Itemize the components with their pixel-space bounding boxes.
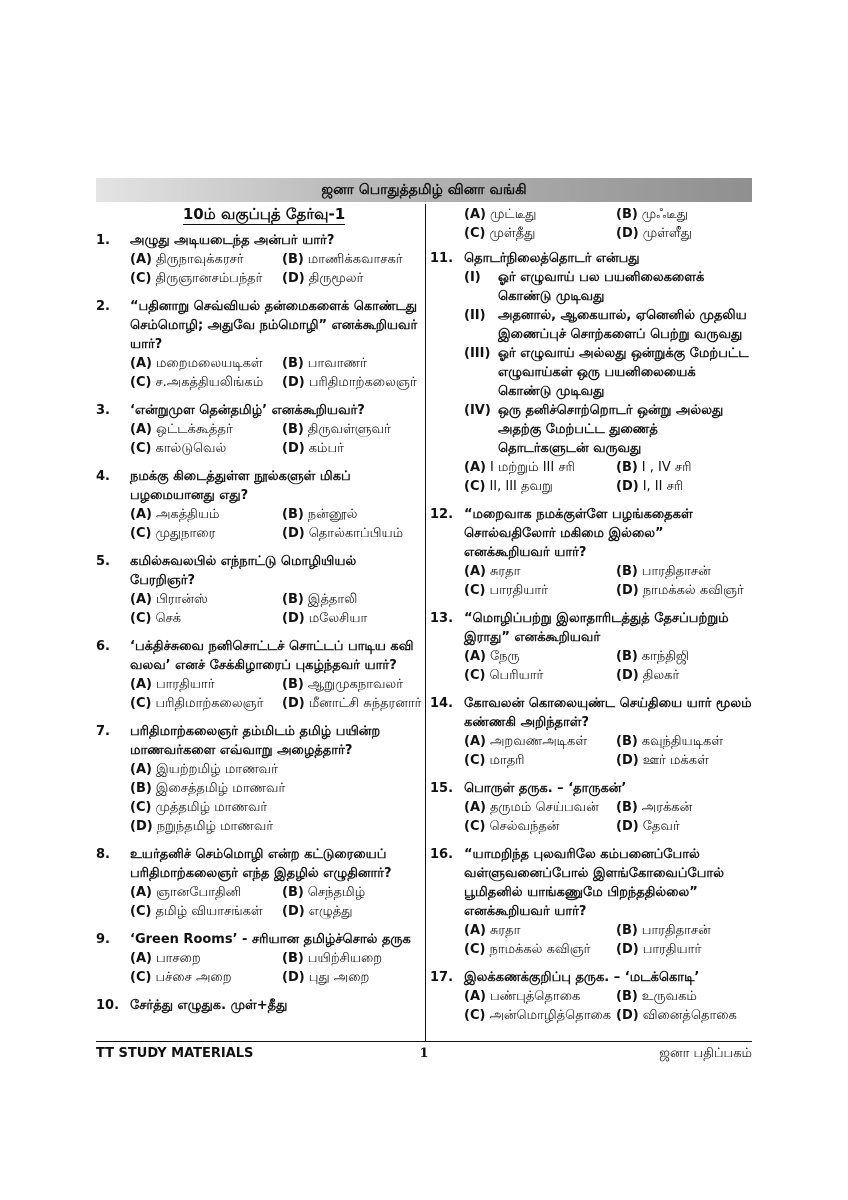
option-letter: (C) <box>130 611 152 626</box>
question-number: 6. <box>96 639 110 654</box>
question-number: 7. <box>96 724 110 739</box>
option-text: பெரியார் <box>489 668 544 683</box>
question-text: “பதினாறு செவ்வியல் தன்மைகளைக் கொண்டது செம்மொழி; அதுவே நம்மொழி” எனக்கூறியவர் யார்? <box>130 299 418 352</box>
option-text: அரக்கன் <box>641 800 693 815</box>
option-text: உருவகம் <box>641 989 697 1004</box>
answer-option <box>282 250 422 269</box>
option-text: நாமக்கல் கவிஞர் <box>489 942 591 957</box>
option-letter: (A) <box>464 460 486 475</box>
question-number: 13. <box>430 611 454 626</box>
option-text: நாமக்கல் கவிஞர் <box>642 583 744 598</box>
option-text: மாதரி <box>489 753 525 768</box>
option-letter: (B) <box>130 781 152 796</box>
question-text: தொடர்நிலைத்தொடர் என்பது <box>464 251 640 266</box>
option-text: காந்திஜி <box>641 649 690 664</box>
option-letter: (A) <box>130 252 152 267</box>
option-text: பாரதிதாசன் <box>641 923 711 938</box>
option-letter: (C) <box>130 441 152 456</box>
option-letter: (D) <box>282 696 305 711</box>
option-letter: (D) <box>282 904 305 919</box>
answer-option <box>616 647 752 666</box>
option-letter: (B) <box>616 460 638 475</box>
question-item <box>96 297 422 392</box>
option-text: பச்சை அறை <box>155 970 232 985</box>
question-number: 2. <box>96 299 110 314</box>
question-text: ‘என்றுமுள தென்தமிழ்’ எனக்கூறியவர்? <box>130 403 365 418</box>
answer-option <box>464 647 616 666</box>
answer-options <box>464 798 752 836</box>
statement-number: (II) <box>464 308 486 323</box>
option-text: இத்தாலி <box>307 592 358 607</box>
option-text: வினைத்தொகை <box>642 1008 737 1023</box>
answer-option <box>130 590 282 609</box>
statement-text: ஒரு தனிச்சொற்றொடர் ஒன்று அல்லது அதற்கு மேற்பட்ட துணைத் தொடர்களுடன் வருவது <box>498 403 724 456</box>
question-text: “மொழிப்பற்று இலாதாரிடத்துத் தேசப்பற்றும் இராது” எனக்கூறியவர் <box>464 611 729 645</box>
option-text: திருவள்ளுவர் <box>307 422 391 437</box>
statement-number: (I) <box>464 270 481 285</box>
option-text: மாணிக்கவாசகர் <box>307 252 403 267</box>
answer-option <box>130 439 282 458</box>
answer-option <box>130 798 422 817</box>
option-letter: (B) <box>282 252 304 267</box>
answer-option <box>130 269 282 288</box>
option-letter: (B) <box>282 592 304 607</box>
answer-options <box>464 732 752 770</box>
option-text: ஆறுமுகநாவலர் <box>307 677 404 692</box>
question-number: 5. <box>96 554 110 569</box>
option-letter: (B) <box>282 356 304 371</box>
question-item <box>430 779 752 836</box>
answer-option <box>130 373 282 392</box>
answer-options <box>464 562 752 600</box>
option-text: திருநாவுக்கரசர் <box>155 252 244 267</box>
option-text: பாவாணர் <box>307 356 367 371</box>
question-number: 11. <box>430 251 454 266</box>
option-letter: (A) <box>130 677 152 692</box>
option-text: பாசறை <box>155 951 201 966</box>
option-letter: (C) <box>130 800 152 815</box>
page-number: 1 <box>419 1046 429 1061</box>
answer-option <box>130 354 282 373</box>
option-letter: (C) <box>464 1008 486 1023</box>
option-letter: (C) <box>130 375 152 390</box>
option-letter: (A) <box>464 649 486 664</box>
option-text: முட்டீது <box>489 207 537 222</box>
question-item <box>96 401 422 458</box>
question-item <box>96 930 422 987</box>
option-text: பாரதிதாசன் <box>641 564 711 579</box>
answer-option <box>464 940 616 959</box>
answer-option <box>282 694 422 713</box>
question-11 <box>430 249 752 496</box>
question-item <box>96 722 422 836</box>
answer-option <box>282 373 422 392</box>
option-text: மீனாட்சி சுந்தரனார் <box>308 696 422 711</box>
answer-options <box>464 458 752 496</box>
option-letter: (D) <box>616 668 639 683</box>
option-letter: (B) <box>282 951 304 966</box>
option-letter: (A) <box>130 762 152 777</box>
answer-options <box>130 420 422 458</box>
question-item <box>96 467 422 543</box>
option-text: I, II சரி <box>642 479 684 494</box>
option-letter: (D) <box>282 441 305 456</box>
option-text: செல்வந்தன் <box>489 819 560 834</box>
option-letter: (B) <box>282 885 304 900</box>
answer-options <box>130 590 422 628</box>
option-text: எழுத்து <box>308 904 353 919</box>
option-letter: (D) <box>616 226 639 241</box>
option-letter: (A) <box>130 885 152 900</box>
question-10-options <box>430 205 752 243</box>
option-text: கவுந்தியடிகள் <box>641 734 724 749</box>
answer-options <box>130 949 422 987</box>
answer-option <box>464 458 616 477</box>
option-letter: (B) <box>282 507 304 522</box>
option-text: செக் <box>155 611 182 626</box>
answer-option <box>616 940 752 959</box>
answer-option <box>464 1006 616 1025</box>
right-question-list <box>430 505 752 1025</box>
option-text: தொல்காப்பியம் <box>308 526 404 541</box>
option-text: ச.அகத்தியலிங்கம் <box>155 375 264 390</box>
option-letter: (C) <box>464 753 486 768</box>
answer-option <box>282 354 422 373</box>
answer-options <box>464 205 752 243</box>
answer-option <box>464 798 616 817</box>
option-text: முதுநாரை <box>155 526 216 541</box>
answer-option <box>282 675 422 694</box>
answer-option <box>130 883 282 902</box>
question-number: 9. <box>96 932 110 947</box>
option-letter: (B) <box>616 564 638 579</box>
question-item <box>96 996 422 1015</box>
option-text: நன்னூல் <box>307 507 358 522</box>
left-question-list <box>96 231 422 1015</box>
answer-option <box>616 921 752 940</box>
statement-item <box>464 268 752 306</box>
option-letter: (D) <box>616 819 639 834</box>
statement-item <box>464 306 752 344</box>
question-item <box>430 505 752 600</box>
option-text: பிரான்ஸ் <box>155 592 208 607</box>
footer-rule <box>96 1041 752 1042</box>
question-item <box>96 552 422 628</box>
option-text: திருமூலர் <box>308 271 364 286</box>
question-text: ‘Green Rooms’ - சரியான தமிழ்ச்சொல் தருக <box>130 932 411 947</box>
option-text: முஃடீது <box>641 207 689 222</box>
question-item <box>96 637 422 713</box>
answer-option <box>130 694 282 713</box>
option-letter: (C) <box>464 668 486 683</box>
option-text: தருமம் செய்பவன் <box>489 800 599 815</box>
option-text: செந்தமிழ் <box>307 885 366 900</box>
question-number: 8. <box>96 847 110 862</box>
option-letter: (C) <box>464 819 486 834</box>
answer-options <box>130 250 422 288</box>
option-text: இசைத்தமிழ் மாணவர் <box>155 781 286 796</box>
option-letter: (D) <box>616 942 639 957</box>
question-text: ‘பக்திச்சுவை நனிசொட்டச் சொட்டப் பாடிய கவி வலவ’ எனச் சேக்கிழாரைப் புகழ்ந்தவர் யார்? <box>130 639 414 673</box>
statement-item <box>464 401 752 458</box>
question-text: கோவலன் கொலையுண்ட செய்தியை யார் மூலம் கண்ணகி அறிந்தாள்? <box>464 696 752 730</box>
answer-option <box>282 609 422 628</box>
option-letter: (D) <box>616 583 639 598</box>
option-text: இயற்றமிழ் மாணவர் <box>155 762 278 777</box>
answer-option <box>130 420 282 439</box>
option-letter: (A) <box>130 422 152 437</box>
option-letter: (A) <box>130 951 152 966</box>
question-text: சேர்த்து எழுதுக. முள்+தீது <box>130 998 288 1013</box>
option-text: சுரதா <box>489 564 521 579</box>
option-text: பாரதியார் <box>489 583 549 598</box>
question-item <box>96 231 422 288</box>
option-letter: (A) <box>464 207 486 222</box>
question-item <box>430 968 752 1025</box>
question-text: “யாமறிந்த புலவரிலே கம்பனைப்போல் வள்ளுவனைப்போல் இளங்கோவைப்போல் பூமிதனில் யாங்கணுமே பிறந்ததில்லை” எனக்கூறியவர் யார்? <box>464 847 724 919</box>
question-number: 3. <box>96 403 110 418</box>
option-letter: (B) <box>282 422 304 437</box>
statement-text: அதனால், ஆகையால், ஏனெனில் முதலிய இணைப்புச் சொற்களைப் பெற்று வருவது <box>498 308 747 342</box>
option-text: பரிதிமாற்கலைஞர் <box>308 375 417 390</box>
answer-option <box>464 581 616 600</box>
answer-option <box>130 817 422 836</box>
option-letter: (C) <box>130 696 152 711</box>
answer-options <box>130 354 422 392</box>
question-number: 17. <box>430 970 454 985</box>
statement-item <box>464 344 752 401</box>
option-letter: (A) <box>130 356 152 371</box>
option-letter: (C) <box>130 904 152 919</box>
answer-option <box>616 224 752 243</box>
answer-options <box>464 647 752 685</box>
question-item <box>430 845 752 959</box>
page-header-banner: ஜனா பொதுத்தமிழ் வினா வங்கி <box>96 178 752 202</box>
option-letter: (C) <box>130 526 152 541</box>
option-text: பாரதியார் <box>155 677 215 692</box>
option-letter: (B) <box>282 677 304 692</box>
option-text: I , IV சரி <box>641 460 692 475</box>
answer-option <box>130 505 282 524</box>
option-letter: (C) <box>130 970 152 985</box>
option-text: அறவணஅடிகள் <box>489 734 588 749</box>
answer-option <box>130 949 282 968</box>
option-letter: (D) <box>282 611 305 626</box>
answer-option <box>616 798 752 817</box>
question-text: கமில்சுவலபில் எந்நாட்டு மொழியியல் பேரறிஞர்? <box>130 554 357 588</box>
question-number: 4. <box>96 469 110 484</box>
question-text: உயர்தனிச் செம்மொழி என்ற கட்டுரையைப் பரிதிமாற்கலைஞர் எந்த இதழில் எழுதினார்? <box>130 847 392 881</box>
option-letter: (B) <box>616 800 638 815</box>
column-divider <box>425 204 426 1041</box>
option-text: மறைமலையடிகள் <box>155 356 263 371</box>
answer-option <box>616 458 752 477</box>
answer-option <box>616 987 752 1006</box>
option-letter: (D) <box>282 526 305 541</box>
option-text: முள்தீது <box>489 226 536 241</box>
option-letter: (A) <box>464 923 486 938</box>
answer-option <box>130 675 282 694</box>
option-text: சுரதா <box>489 923 521 938</box>
answer-option <box>616 477 752 496</box>
answer-option <box>130 779 422 798</box>
option-letter: (C) <box>464 583 486 598</box>
option-letter: (A) <box>464 564 486 579</box>
option-text: ஞானபோதினி <box>155 885 242 900</box>
answer-option <box>130 968 282 987</box>
answer-option <box>616 581 752 600</box>
option-letter: (A) <box>464 734 486 749</box>
answer-options <box>130 675 422 713</box>
option-text: நறுந்தமிழ் மாணவர் <box>156 819 274 834</box>
question-text: “மறைவாக நமக்குள்ளே பழங்கதைகள் சொல்வதிலோர் மகிமை இல்லை” எனக்கூறியவர் யார்? <box>464 507 693 560</box>
question-text: பொருள் தருக. – ‘தாருகன்’ <box>464 781 627 796</box>
answer-option <box>282 883 422 902</box>
answer-option <box>130 760 422 779</box>
answer-options <box>464 921 752 959</box>
answer-option <box>464 224 616 243</box>
option-text: புது அறை <box>308 970 370 985</box>
answer-option <box>130 609 282 628</box>
option-letter: (D) <box>130 819 153 834</box>
option-text: முள்ளீது <box>642 226 692 241</box>
answer-option <box>464 477 616 496</box>
answer-option <box>282 590 422 609</box>
option-text: மலேசியா <box>308 611 368 626</box>
option-text: அகத்தியம் <box>155 507 220 522</box>
option-text: ஒட்டக்கூத்தர் <box>155 422 233 437</box>
question-number: 16. <box>430 847 454 862</box>
question-number: 12. <box>430 507 454 522</box>
answer-option <box>130 250 282 269</box>
answer-options <box>130 760 422 836</box>
answer-option <box>464 732 616 751</box>
answer-option <box>464 987 616 1006</box>
answer-option <box>282 439 422 458</box>
option-text: I மற்றும் III சரி <box>489 460 575 475</box>
option-text: கால்டுவெல் <box>155 441 227 456</box>
option-text: தேவர் <box>642 819 680 834</box>
left-column <box>96 205 422 1024</box>
option-text: அன்மொழித்தொகை <box>489 1008 612 1023</box>
footer-publisher: ஜனா பதிப்பகம் <box>659 1046 752 1061</box>
answer-option <box>464 205 616 224</box>
option-letter: (A) <box>130 507 152 522</box>
answer-option <box>464 666 616 685</box>
answer-options <box>130 883 422 921</box>
option-text: கம்பர் <box>308 441 344 456</box>
option-letter: (C) <box>464 226 486 241</box>
question-text: பரிதிமாற்கலைஞர் தம்மிடம் தமிழ் பயின்ற மாணவர்களை எவ்வாறு அழைத்தார்? <box>130 724 381 758</box>
answer-option <box>616 1006 752 1025</box>
answer-option <box>616 205 752 224</box>
option-letter: (D) <box>282 970 305 985</box>
option-letter: (B) <box>616 207 638 222</box>
question-number: 14. <box>430 696 454 711</box>
answer-option <box>464 751 616 770</box>
option-letter: (D) <box>616 479 639 494</box>
option-letter: (A) <box>130 592 152 607</box>
question-number: 10. <box>96 998 120 1013</box>
option-text: பாரதியார் <box>642 942 702 957</box>
option-text: II, III தவறு <box>489 479 553 494</box>
option-text: பரிதிமாற்கலைஞர் <box>155 696 264 711</box>
question-number: 15. <box>430 781 454 796</box>
option-letter: (D) <box>282 375 305 390</box>
answer-option <box>282 949 422 968</box>
option-letter: (D) <box>616 1008 639 1023</box>
footer-publisher-series: TT STUDY MATERIALS <box>96 1046 254 1061</box>
statement-number: (III) <box>464 346 491 361</box>
option-text: தமிழ் வியாசங்கள் <box>155 904 263 919</box>
option-text: பயிற்சியறை <box>307 951 383 966</box>
statement-text: ஓர் எழுவாய் அல்லது ஒன்றுக்கு மேற்பட்ட எழுவாய்கள் ஒரு பயனிலையைக் கொண்டு முடிவது <box>498 346 749 399</box>
option-letter: (D) <box>282 271 305 286</box>
option-letter: (C) <box>130 271 152 286</box>
option-letter: (B) <box>616 734 638 749</box>
answer-option <box>282 524 422 543</box>
question-text: அழுது அடியடைந்த அன்பர் யார்? <box>130 233 335 248</box>
answer-option <box>616 666 752 685</box>
answer-option <box>464 921 616 940</box>
test-title: 10ம் வகுப்புத் தேர்வு-1 <box>182 205 346 223</box>
answer-option <box>282 420 422 439</box>
option-letter: (A) <box>464 989 486 1004</box>
answer-option <box>616 817 752 836</box>
answer-options <box>130 505 422 543</box>
right-column <box>430 205 752 1034</box>
option-letter: (C) <box>464 479 486 494</box>
option-text: ஊர் மக்கள் <box>642 753 709 768</box>
question-text: நமக்கு கிடைத்துள்ள நூல்களுள் மிகப் பழமையானது எது? <box>130 469 351 503</box>
option-letter: (B) <box>616 989 638 1004</box>
answer-option <box>616 732 752 751</box>
answer-option <box>616 562 752 581</box>
answer-option <box>464 817 616 836</box>
option-letter: (C) <box>464 942 486 957</box>
answer-option <box>282 968 422 987</box>
option-text: நேரு <box>489 649 520 664</box>
option-text: பண்புத்தொகை <box>489 989 581 1004</box>
question-text: இலக்கணக்குறிப்பு தருக. – ‘மடக்கொடி’ <box>464 970 700 985</box>
question-item <box>430 609 752 685</box>
answer-option <box>282 269 422 288</box>
answer-option <box>130 524 282 543</box>
answer-option <box>130 902 282 921</box>
option-text: திருஞானசம்பந்தர் <box>155 271 263 286</box>
question-number: 1. <box>96 233 110 248</box>
statement-number: (IV) <box>464 403 491 418</box>
option-text: திலகர் <box>642 668 680 683</box>
question-item <box>96 845 422 921</box>
answer-option <box>282 505 422 524</box>
option-letter: (B) <box>616 923 638 938</box>
option-text: முத்தமிழ் மாணவர் <box>155 800 268 815</box>
answer-option <box>616 751 752 770</box>
answer-options <box>464 987 752 1025</box>
option-letter: (A) <box>464 800 486 815</box>
option-letter: (B) <box>616 649 638 664</box>
statement-text: ஓர் எழுவாய் பல பயனிலைகளைக் கொண்டு முடிவது <box>498 270 705 304</box>
question-item <box>430 694 752 770</box>
answer-option <box>282 902 422 921</box>
answer-option <box>464 562 616 581</box>
option-letter: (D) <box>616 753 639 768</box>
